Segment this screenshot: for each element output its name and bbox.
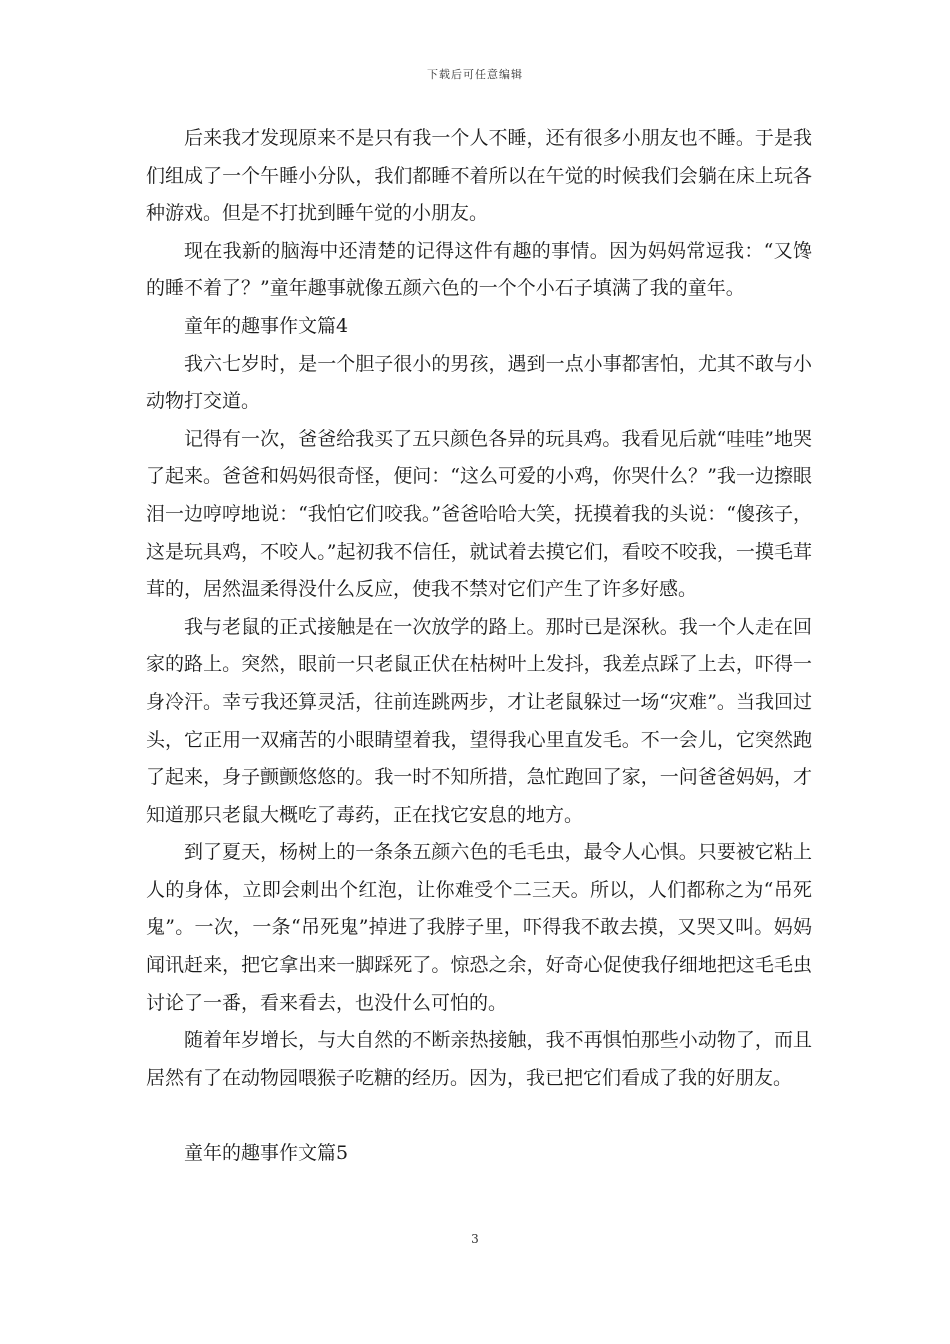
section-heading: 童年的趣事作文篇4: [184, 314, 349, 337]
paragraph: 后来我才发现原来不是只有我一个人不睡，还有很多小朋友也不睡。于是我们组成了一个午睡小分队，我们都睡不着所以在午觉的时候我们会躺在床上玩各种游戏。但是不打扰到睡午觉的小朋友。: [146, 127, 812, 225]
paragraph: 我与老鼠的正式接触是在一次放学的路上。那时已是深秋。我一个人走在回家的路上。突然，眼前一只老鼠正伏在枯树叶上发抖，我差点踩了上去，吓得一身冷汗。幸亏我还算灵活，往前连跳两步，才让老鼠躲过一场“灾难”。当我回过头，它正用一双痛苦的小眼睛望着我，望得我心里直发毛。不一会儿，它突然跑了起来，身子颤颤悠悠的。我一时不知所措，急忙跑回了家，一问爸爸妈妈，才知道那只老鼠大概吃了毒药，正在找它安息的地方。: [146, 615, 812, 826]
paragraph: 我六七岁时，是一个胆子很小的男孩，遇到一点小事都害怕，尤其不敢与小动物打交道。: [146, 352, 812, 413]
page-header: 下载后可任意编辑: [427, 68, 523, 81]
paragraph: 到了夏天，杨树上的一条条五颜六色的毛毛虫，最令人心惧。只要被它粘上人的身体，立即会刺出个红泡，让你难受个二三天。所以，人们都称之为“吊死鬼”。一次，一条“吊死鬼”掉进了我脖子里，吓得我不敢去摸，又哭又叫。妈妈闻讯赶来，把它拿出来一脚踩死了。惊恐之余，好奇心促使我仔细地把这毛毛虫讨论了一番，看来看去，也没什么可怕的。: [146, 841, 812, 1014]
paragraph: 现在我新的脑海中还清楚的记得这件有趣的事情。因为妈妈常逗我：“又馋的睡不着了？”童年趣事就像五颜六色的一个个小石子填满了我的童年。: [146, 239, 812, 300]
paragraph: 记得有一次，爸爸给我买了五只颜色各异的玩具鸡。我看见后就“哇哇”地哭了起来。爸爸和妈妈很奇怪，便问：“这么可爱的小鸡，你哭什么？”我一边擦眼泪一边哼哼地说：“我怕它们咬我。”爸爸哈哈大笑，抚摸着我的头说：“傻孩子，这是玩具鸡，不咬人。”起初我不信任，就试着去摸它们，看咬不咬我，一摸毛茸茸的，居然温柔得没什么反应，使我不禁对它们产生了许多好感。: [146, 427, 812, 601]
section-heading: 童年的趣事作文篇5: [184, 1142, 349, 1165]
paragraph: 随着年岁增长，与大自然的不断亲热接触，我不再惧怕那些小动物了，而且居然有了在动物园喂猴子吃糖的经历。因为，我已把它们看成了我的好朋友。: [146, 1029, 812, 1089]
page-number: 3: [471, 1232, 479, 1246]
blank-line: [146, 1097, 812, 1135]
document-body: [146, 120, 812, 1173]
